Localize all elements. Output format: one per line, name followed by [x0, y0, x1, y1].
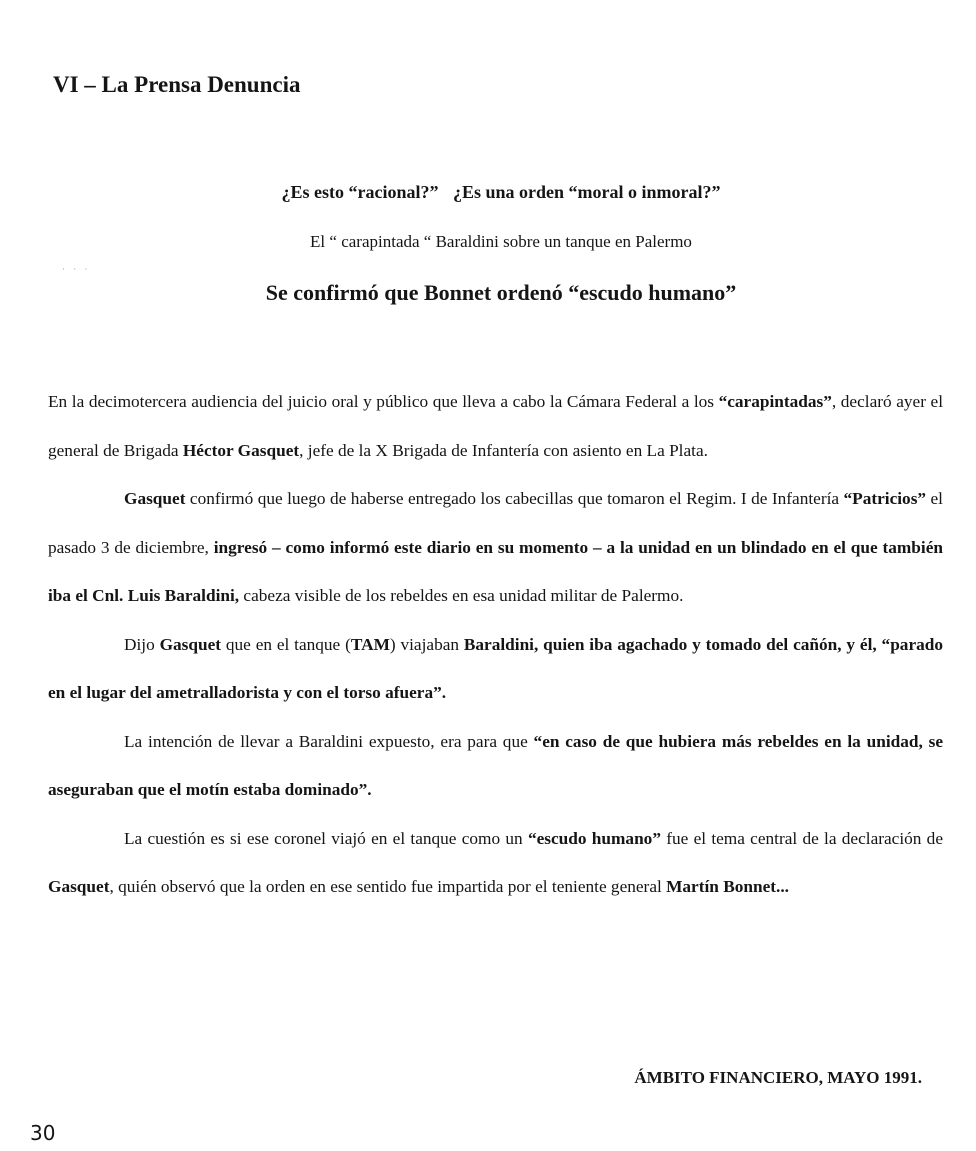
paragraph-2-run-3: “Patricios”: [843, 489, 927, 508]
paragraph-3-run-4: TAM: [350, 634, 390, 654]
paragraph-5-run-3: fue el tema central de la declaración de: [660, 828, 943, 848]
paragraph-3-run-1: Dijo: [124, 634, 160, 654]
article-headline: Se confirmó que Bonnet ordenó “escudo humano”: [265, 280, 737, 305]
article-source: ÁMBITO FINANCIERO, MAYO 1991.: [634, 1068, 922, 1087]
paragraph-4-run-1: La intención de llevar a Baraldini expuesto, era para que: [124, 731, 534, 751]
paragraph-1: [48, 378, 943, 475]
paragraph-1-run-5: , jefe de la X Brigada de Infantería con asiento en La Plata.: [299, 440, 708, 460]
paragraph-1-run-1: En la decimotercera audiencia del juicio oral y público que lleva a cabo la Cámara Federal a los: [48, 392, 719, 411]
paragraph-5-run-5: , quién observó que la orden en ese sentido fue impartida por el teniente general: [109, 877, 667, 896]
paragraph-2-run-4: el pasado 3 de diciembre,: [48, 489, 943, 557]
paragraph-2-run-1: Gasquet: [124, 489, 186, 508]
paragraph-1-run-3: , declaró ayer el general de Brigada: [48, 392, 943, 460]
paragraph-2-run-2: confirmó que luego de haberse entregado los cabecillas que tomaron el Regim. I de Infantería: [185, 489, 844, 508]
paragraph-2-run-5: ingresó – como informó este diario en su momento – a la unidad en un blindado en el que también iba el Cnl. Luis Baraldini,: [48, 537, 943, 605]
paragraph-2: [48, 475, 943, 621]
paragraph-5-run-2: “escudo humano”: [527, 828, 661, 848]
scan-speck: · · ·: [62, 264, 91, 274]
chapter-title: VI – La Prensa Denuncia: [53, 72, 301, 97]
paragraph-4-run-2: “en caso de que hubiera más rebeldes en la unidad, se aseguraban que el motín estaba dominado”.: [48, 731, 943, 799]
paragraph-1-run-4: Héctor Gasquet: [182, 440, 300, 460]
kicker-question-2: ¿Es una orden “moral o inmoral?”: [452, 182, 721, 202]
kicker-question-1: ¿Es esto “racional?”: [281, 182, 439, 202]
paragraph-5-run-4: Gasquet: [48, 877, 110, 896]
paragraph-4: [48, 718, 943, 815]
paragraph-5: [48, 815, 943, 912]
article-kicker: [0, 182, 976, 203]
paragraph-3-run-6: Baraldini, quien iba agachado y tomado del cañón, y él, “parado en el lugar del ametralladorista y con el torso afuera”.: [48, 634, 944, 702]
article-body: [48, 378, 943, 912]
paragraph-5-run-1: La cuestión es si ese coronel viajó en el tanque como un: [124, 828, 528, 848]
paragraph-5-run-6: Martín Bonnet...: [666, 877, 789, 896]
paragraph-3-run-2: Gasquet: [159, 634, 222, 654]
paragraph-3-run-5: ) viajaban: [389, 634, 464, 654]
paragraph-3: [48, 621, 943, 718]
page-number: 30: [30, 1121, 56, 1145]
paragraph-1-run-2: “carapintadas”: [718, 392, 832, 411]
article-subkicker: El “ carapintada “ Baraldini sobre un tanque en Palermo: [310, 232, 692, 251]
paragraph-2-run-6: cabeza visible de los rebeldes en esa unidad militar de Palermo.: [239, 586, 684, 605]
paragraph-3-run-3: que en el tanque (: [221, 634, 351, 654]
